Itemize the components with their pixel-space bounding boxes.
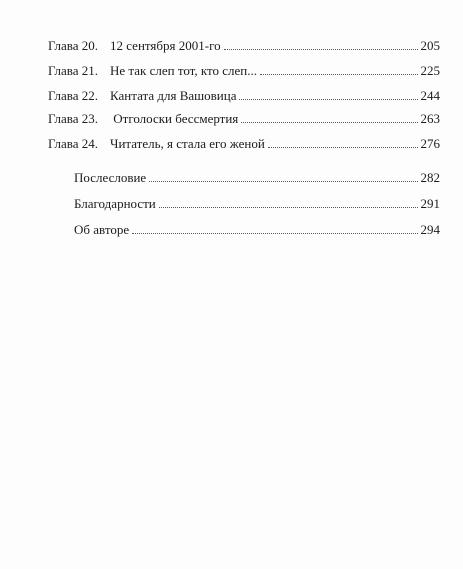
toc-entry-chapter-23[interactable] — [48, 107, 440, 127]
chapter-number: Глава 21. — [48, 63, 99, 78]
page-number: 205 — [420, 38, 440, 53]
page-number: 276 — [420, 136, 440, 151]
chapter-title: Кантата для Вашовица — [110, 88, 237, 103]
page-number: 282 — [420, 170, 440, 185]
page-number: 263 — [420, 111, 440, 126]
chapter-title: Читатель, я стала его женой — [110, 136, 265, 151]
toc-entry-about-author[interactable] — [74, 218, 440, 238]
chapter-title: Отголоски бессмертия — [110, 111, 239, 126]
section-title: Об авторе — [74, 222, 130, 237]
page-number: 294 — [420, 222, 440, 237]
section-title: Послесловие — [74, 170, 147, 185]
dot-leader — [224, 48, 418, 50]
dot-leader — [132, 232, 417, 234]
dot-leader — [268, 146, 418, 148]
toc-entry-acknowledgements[interactable] — [74, 192, 440, 212]
chapter-number: Глава 24. — [48, 136, 99, 151]
page-number: 291 — [420, 196, 440, 211]
dot-leader — [149, 180, 417, 182]
chapter-number: Глава 23. — [48, 111, 99, 126]
dot-leader — [159, 206, 418, 208]
toc-entry-chapter-22[interactable] — [48, 84, 440, 104]
chapter-title: 12 сентября 2001-го — [110, 38, 221, 53]
chapter-number: Глава 20. — [48, 38, 99, 53]
section-title: Благодарности — [74, 196, 156, 211]
toc-entry-chapter-20[interactable] — [48, 34, 440, 54]
dot-leader — [239, 98, 417, 100]
page-number: 225 — [420, 63, 440, 78]
chapter-number: Глава 22. — [48, 88, 99, 103]
dot-leader — [241, 121, 417, 123]
toc-entry-afterword[interactable] — [74, 166, 440, 186]
toc-entry-chapter-24[interactable] — [48, 132, 440, 152]
page-number: 244 — [420, 88, 440, 103]
dot-leader — [260, 73, 418, 75]
chapter-title: Не так слеп тот, кто слеп... — [110, 63, 257, 78]
toc-entry-chapter-21[interactable] — [48, 59, 440, 79]
